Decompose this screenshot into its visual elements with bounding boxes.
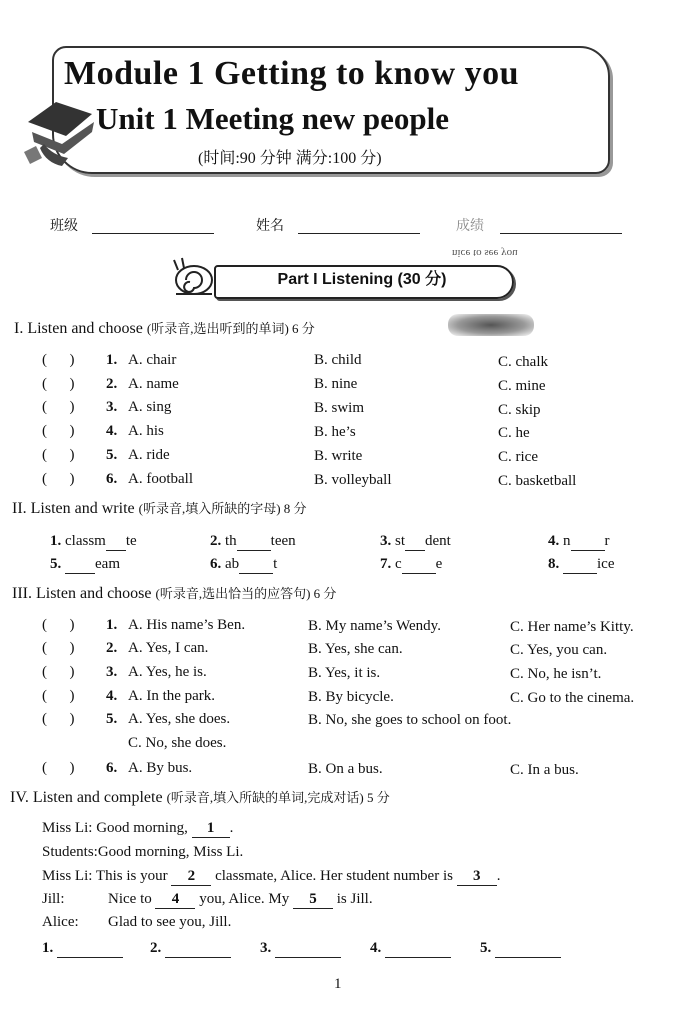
item-number: 5. [106,711,118,727]
option-b: B. Yes, it is. [308,665,381,681]
list-item[interactable]: ( ) [42,399,75,415]
letter-blank[interactable] [106,533,126,551]
page-number: 1 [334,976,342,992]
option-b: B. Yes, she can. [308,641,403,657]
option-b: B. By bicycle. [308,689,394,705]
answer-line[interactable] [275,940,341,958]
item-number: 3. [106,399,118,415]
option-a: A. In the park. [128,688,216,704]
letter-blank[interactable] [563,556,597,574]
item-number: 3. [106,664,118,680]
letter-blank[interactable] [65,556,95,574]
option-b: B. nine [314,376,358,392]
answer-line[interactable] [385,940,451,958]
option-c: C. skip [498,402,541,418]
answer-blank[interactable]: 5 [293,891,333,909]
section-1-note: (听录音,选出听到的单词) 6 分 [146,321,315,336]
answer-line[interactable] [165,940,231,958]
answer-row: 3. [260,940,341,958]
name-field[interactable] [298,233,420,234]
part-title: Part I Listening (30 分) [277,271,447,288]
answer-blank[interactable]: 3 [457,868,497,886]
list-item[interactable]: ( ) [42,640,75,656]
option-b: B. write [314,448,363,464]
list-item[interactable]: ( ) [42,471,75,487]
option-a: A. Yes, he is. [128,664,207,680]
option-c: C. basketball [498,473,577,489]
option-c: C. Yes, you can. [510,642,608,658]
snail-icon [170,256,216,298]
option-b: B. On a bus. [308,761,383,777]
score-field[interactable] [500,233,622,234]
item-number: 5. [106,447,118,463]
list-item[interactable]: ( ) [42,617,75,633]
item-number: 2. [106,376,118,392]
module-title: Module 1 Getting to know you [64,55,520,92]
time-score-note: (时间:90 分钟 满分:100 分) [198,150,382,167]
section-4-title [10,787,390,807]
answer-row: 5. [480,940,561,958]
bleed-through-text: nice to see you [452,247,518,259]
item-number: 4. [106,688,118,704]
letter-blank[interactable] [237,533,271,551]
letter-blank[interactable] [239,556,273,574]
class-label: 班级 [50,219,78,234]
list-item: 3. st dent [380,533,451,549]
answer-row: 2. [150,940,231,958]
option-c: C. rice [498,449,538,465]
section-3-note: (听录音,选出恰当的应答句) 6 分 [155,586,337,601]
option-c: C. he [498,425,530,441]
list-item[interactable]: ( ) [42,711,75,727]
option-b: B. No, she goes to school on foot. [308,712,512,728]
class-field[interactable] [92,233,214,234]
option-a: A. His name’s Ben. [128,617,246,633]
section-2-heading: II. Listen and write [12,500,135,517]
list-item[interactable]: ( ) [42,447,75,463]
section-3-heading: III. Listen and choose [12,585,152,602]
section-4-note: (听录音,填入所缺的单词,完成对话) 5 分 [166,790,390,805]
option-b: B. My name’s Wendy. [308,618,441,634]
option-a: A. his [128,423,164,439]
answer-blank[interactable]: 2 [171,868,211,886]
item-number: 6. [106,471,118,487]
score-label: 成绩 [456,219,484,234]
list-item: 5. eam [50,556,120,572]
list-item[interactable]: ( ) [42,423,75,439]
option-c: C. mine [498,378,546,394]
section-2-title [12,498,307,518]
option-a: A. chair [128,352,177,368]
option-c: C. Go to the cinema. [510,690,635,706]
letter-blank[interactable] [405,533,425,551]
option-a: A. Yes, I can. [128,640,209,656]
book-decoration-icon [22,92,100,170]
option-a: A. name [128,376,179,392]
section-1-title [14,318,315,338]
answer-row: 4. [370,940,451,958]
list-item[interactable]: ( ) [42,376,75,392]
letter-blank[interactable] [571,533,605,551]
dialogue-line: Students:Good morning, Miss Li. [42,844,244,860]
list-item[interactable]: ( ) [42,664,75,680]
section-4-heading: IV. Listen and complete [10,789,163,806]
list-item: 2. th teen [210,533,296,549]
item-number: 6. [106,760,118,776]
item-number: 1. [106,352,118,368]
list-item: 7. c e [380,556,443,572]
letter-blank[interactable] [402,556,436,574]
list-item: 1. classm te [50,533,137,549]
dialogue-line: Miss Li: Good morning, 1 . [42,820,234,836]
option-c: C. chalk [498,354,548,370]
option-b: B. volleyball [314,472,392,488]
ink-smudge [448,314,534,336]
option-a: A. sing [128,399,172,415]
option-a: A. football [128,471,193,487]
dialogue-line: Miss Li: This is your 2 classmate, Alice. Her student number is 3 . [42,868,501,884]
list-item[interactable]: ( ) [42,760,75,776]
option-b: B. swim [314,400,365,416]
option-b: B. child [314,352,362,368]
answer-line[interactable] [57,940,123,958]
dialogue-line: Alice: Glad to see you, Jill. [42,914,232,930]
option-c: C. No, he isn’t. [510,666,602,682]
list-item: 4. n r [548,533,610,549]
option-c: C. No, she does. [128,735,227,751]
section-3-title [12,583,336,603]
list-item: 6. ab t [210,556,278,572]
name-label: 姓名 [256,219,284,234]
option-b: B. he’s [314,424,356,440]
section-2-note: (听录音,填入所缺的字母) 8 分 [138,501,307,516]
option-a: A. Yes, she does. [128,711,231,727]
answer-blank[interactable]: 1 [192,820,230,838]
item-number: 2. [106,640,118,656]
option-c: C. Her name’s Kitty. [510,619,634,635]
answer-blank[interactable]: 4 [155,891,195,909]
unit-title: Unit 1 Meeting new people [96,101,450,136]
item-number: 1. [106,617,118,633]
option-a: A. By bus. [128,760,193,776]
dialogue-line: Jill: Nice to 4 you, Alice. My 5 is Jill. [42,891,373,907]
option-c: C. In a bus. [510,762,579,778]
answer-line[interactable] [495,940,561,958]
answer-row: 1. [42,940,123,958]
item-number: 4. [106,423,118,439]
option-a: A. ride [128,447,170,463]
list-item: 8. ice [548,556,615,572]
list-item[interactable]: ( ) [42,688,75,704]
list-item[interactable]: ( ) [42,352,75,368]
section-1-heading: I. Listen and choose [14,320,143,337]
